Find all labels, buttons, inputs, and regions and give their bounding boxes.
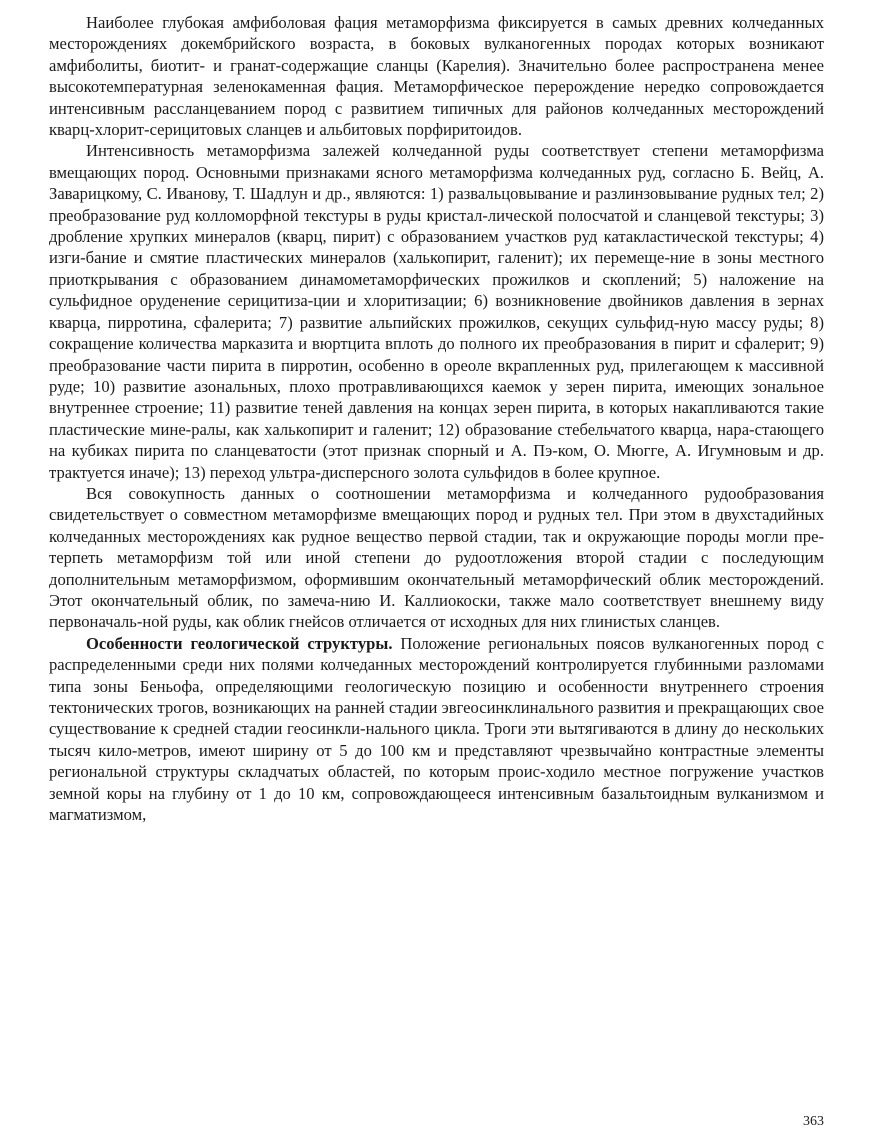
paragraph-text: Интенсивность метаморфизма залежей колчеданной руды соответствует степени метаморфизма вмещающих пород. Основными признаками ясного метаморфизма колчеданных руд, согласно Б. Вейц, А. Заварицкому, С. Иванову, Т. Шадлун и др., являются: 1) развальцовывание и разлинзовывание рудных тел; 2) преобразование руд колломорфной текстуры в руды кристал-лической полосчатой и сланцевой текстуры; 3) дробление хрупких минералов (кварц, пирит) с образованием участков руд катакластической текстуры; 4) изги-бание и смятие пластических минералов (халькопирит, галенит); их перемеще-ние в зоны местного приоткрывания с образованием динамометаморфических прожилков и скоплений; 5) наложение на сульфидное оруденение серицитиза-ции и хлоритизации; 6) возникновение двойников давления в зернах кварца, пирротина, сфалерита; 7) развитие альпийских прожилков, секущих сульфид-ную массу руды; 8) сокращение количества марказита и вюртцита вплоть до полного их преобразования в пирит и сфалерит; 9) преобразование части пирита в пирротин, особенно в ореоле вкрапленных руд, прилегающем к массивной руде; 10) развитие азональных, плохо протравливающихся каемок у зерен пирита, имеющих зональное внутреннее строение; 11) развитие теней давления на концах зерен пирита, в которых накапливаются такие пластические мине-ралы, как халькопирит и галенит; 12) образование стебельчатого кварца, нара-стающего на кубиках пирита по сланцеватости (этот признак спорный и А. Пэ-ком, О. Мюгге, А. Игумновым и др. трактуется иначе); 13) переход ультра-дисперсного золота сульфидов в более крупное. (49, 141, 824, 482)
page-number: 363 (803, 1114, 824, 1129)
paragraph-joint-metamorphism (49, 483, 824, 633)
paragraph-geological-structure (49, 633, 824, 826)
paragraph-heading: Особенности геологической структуры. (86, 633, 393, 653)
paragraph-text: Вся совокупность данных о соотношении метаморфизма и колчеданного рудообразования свидетельствует о совместном метаморфизме вмещающих пород и рудных тел. При этом в двухстадийных колчеданных месторождениях как рудное вещество первой стадии, так и окружающие породы могли пре-терпеть метаморфизм той или иной степени до рудоотложения второй стадии с последующим дополнительным метаморфизмом, оформившим окончательный метаморфический облик месторождений. Этот окончательный облик, по замеча-нию И. Каллиокоски, также мало соответствует внешнему виду первоначаль-ной руды, как облик гнейсов отличается от исходных для них глинистых сланцев. (49, 483, 824, 632)
paragraph-metamorphism-signs (49, 140, 824, 483)
paragraph-amphibolite-facies (49, 12, 824, 140)
paragraph-text: Положение региональных поясов вулканогенных пород с распределенными среди них полями колчеданных месторождений контролируется глубинными разломами типа зоны Беньофа, определяющими геологическую позицию и особенности внутреннего строения тектонических трогов, возникающих на ранней стадии эвгеосинклинального развития и прекращающих свое существование к средней стадии геосинкли-нального цикла. Троги эти вытягиваются в длину до нескольких тысяч кило-метров, имеют ширину от 5 до 100 км и представляют чрезвычайно контрастные элементы региональной структуры складчатых областей, по которым проис-ходило местное погружение участков земной коры на глубину от 1 до 10 км, сопровождающееся интенсивным базальтоидным вулканизмом и магматизмом, (49, 633, 824, 825)
paragraph-text: Наиболее глубокая амфиболовая фация метаморфизма фиксируется в самых древних колчеданных месторождениях докембрийского возраста, в боковых вулканогенных породах которых возникают амфиболиты, биотит- и гранат-содержащие сланцы (Карелия). Значительно более распространена менее высокотемпературная зеленокаменная фация. Метаморфическое перерождение нередко сопровождается интенсивным рассланцеванием пород с развитием типичных для районов колчеданных месторождений кварц-хлорит-серицитовых сланцев и альбитовых порфиритоидов. (49, 13, 824, 140)
